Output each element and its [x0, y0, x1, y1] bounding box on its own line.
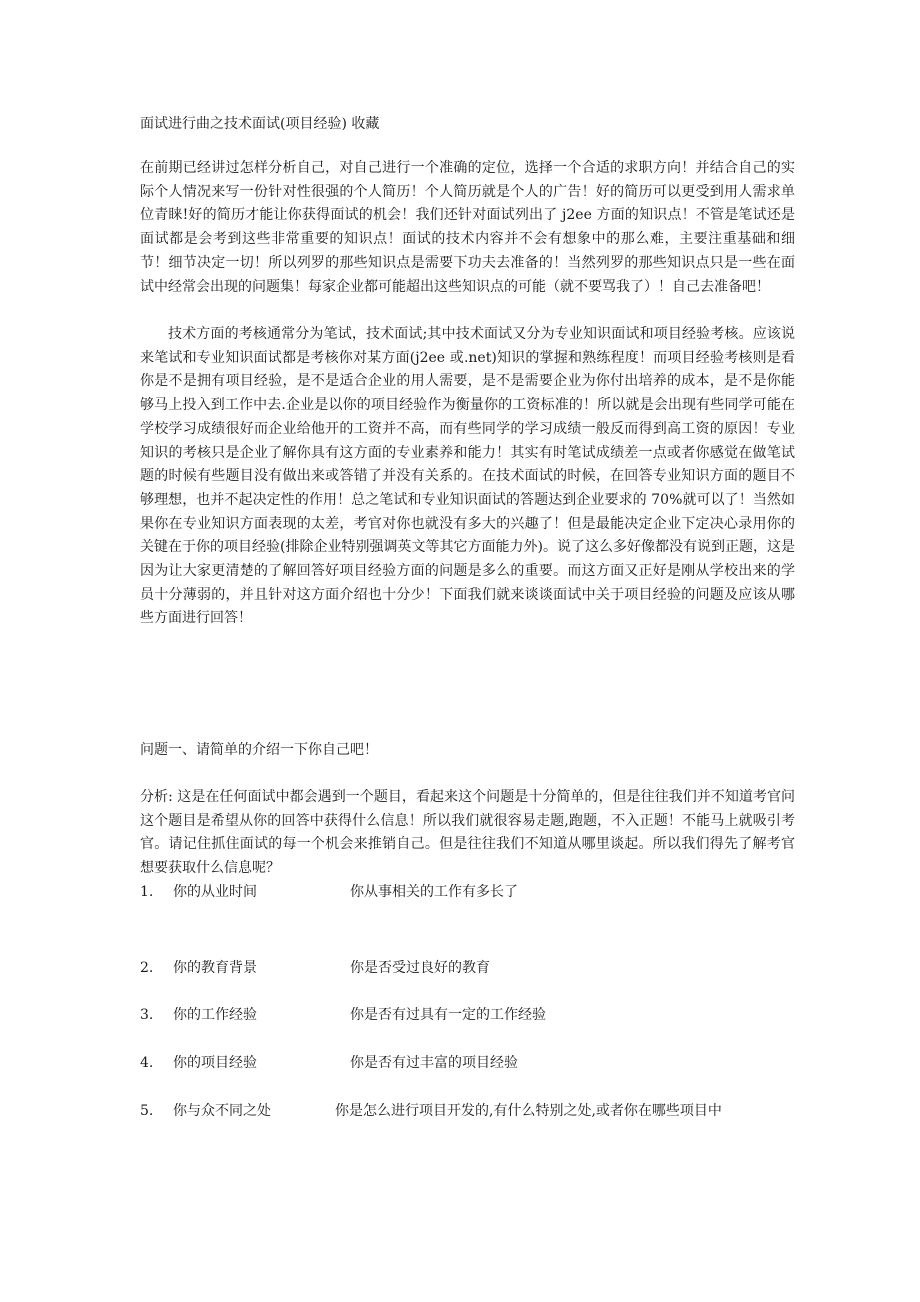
list-item-description: 你是怎么进行项目开发的,有什么特别之处,或者你在哪些项目中: [335, 1103, 722, 1119]
list-item-number: 3.: [140, 1007, 154, 1023]
list-item-label: 你的教育背景: [173, 960, 257, 976]
list-item-description: 你是否有过丰富的项目经验: [350, 1055, 518, 1071]
list-item-description: 你从事相关的工作有多长了: [350, 884, 518, 900]
question-heading: 问题一、请简单的介绍一下你自己吧！: [140, 742, 378, 758]
analysis-paragraph: 分析: 这是在任何面试中都会遇到一个题目，看起来这个问题是十分简单的，但是往往我们并不知道考官问这个题目是希望从你的回答中获得什么信息！所以我们就很容易走题,跑题，不入正题！不能马上就吸引考官。请记住抓住面试的每一个机会来推销自己。但是往往我们不知道从哪里谈起。所以我们得先了解考官想要获取什么信息呢？: [140, 789, 795, 877]
list-item-number: 1.: [140, 884, 154, 900]
list-item-number: 5.: [140, 1103, 154, 1119]
document-title: 面试进行曲之技术面试(项目经验) 收藏: [140, 116, 380, 132]
list-item-label: 你的工作经验: [173, 1007, 257, 1023]
list-item-label: 你的项目经验: [173, 1055, 257, 1071]
list-item-label: 你与众不同之处: [173, 1103, 271, 1119]
list-item-description: 你是否受过良好的教育: [350, 960, 490, 976]
intro-paragraph: 在前期已经讲过怎样分析自己，对自己进行一个准确的定位，选择一个合适的求职方向！并结合自己的实际个人情况来写一份针对性很强的个人简历！个人简历就是个人的广告！好的简历可以更受到用人需求单位青睐!好的简历才能让你获得面试的机会！我们还针对面试列出了 j2ee 方面的知识点！不管是笔试还是面试都是会考到这些非常重要的知识点！面试的技术内容并不会有想象中的那么难，主要注重基础和细节！细节决定一切！所以列罗的那些知识点是需要下功夫去准备的！当然列罗的那些知识点只是一些在面试中经常会出现的问题集！每家企业都可能超出这些知识点的可能（就不要骂我了）！自己去准备吧！: [140, 160, 795, 295]
list-item-number: 4.: [140, 1055, 154, 1071]
list-item-label: 你的从业时间: [173, 884, 257, 900]
list-item-number: 2.: [140, 960, 154, 976]
technical-assessment-paragraph: 技术方面的考核通常分为笔试，技术面试;其中技术面试又分为专业知识面试和项目经验考核。应该说来笔试和专业知识面试都是考核你对某方面(j2ee 或.net)知识的掌握和熟练程度！而项目经验考核则是看你是不是拥有项目经验，是不是适合企业的用人需要，是不是需要企业为你付出培养的成本，是不是你能够马上投入到工作中去.企业是以你的项目经验作为衡量你的工资标准的！所以就是会出现有些同学可能在学校学习成绩很好而企业给他开的工资并不高，而有些同学的学习成绩一般反而得到高工资的原因！专业知识的考核只是企业了解你具有这方面的专业素养和能力！其实有时笔试成绩差一点或者你感觉在做笔试题的时候有些题目没有做出来或答错了并没有关系的。在技术面试的时候，在回答专业知识方面的题目不够理想，也并不起决定性的作用！总之笔试和专业知识面试的答题达到企业要求的 70%就可以了！当然如果你在专业知识方面表现的太差，考官对你也就没有多大的兴趣了！但是最能决定企业下定决心录用你的关键在于你的项目经验(排除企业特别强调英文等其它方面能力外)。说了这么多好像都没有说到正题，这是因为让大家更清楚的了解回答好项目经验方面的问题是多么的重要。而这方面又正好是刚从学校出来的学员十分薄弱的，并且针对这方面介绍也十分少！下面我们就来谈谈面试中关于项目经验的问题及应该从哪些方面进行回答！: [140, 326, 795, 627]
list-item-description: 你是否有过具有一定的工作经验: [350, 1007, 546, 1023]
